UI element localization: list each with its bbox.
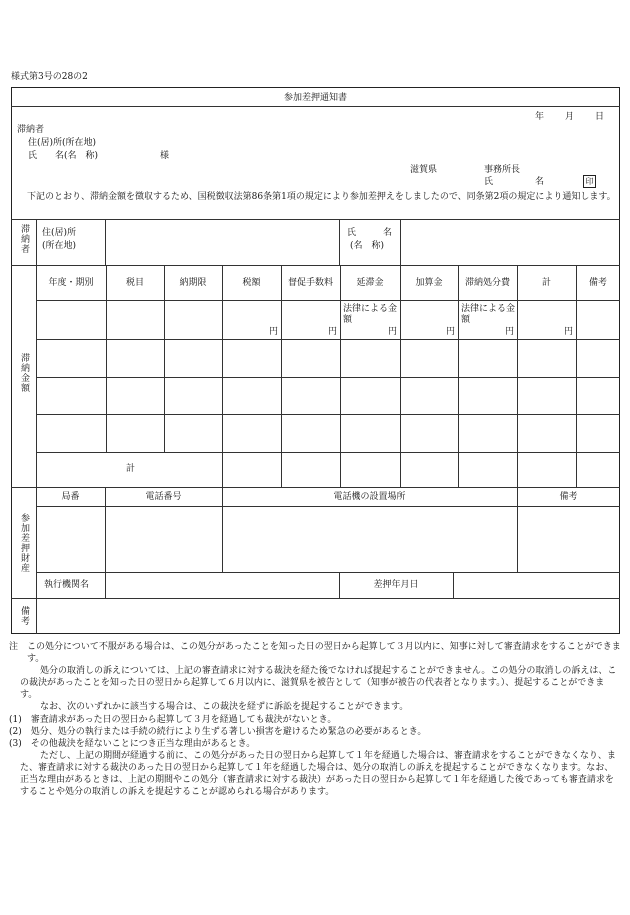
addressee-label: 滞納者 bbox=[17, 125, 45, 135]
note-item bbox=[9, 714, 621, 726]
grid-line bbox=[11, 598, 620, 599]
grid-line bbox=[105, 487, 106, 598]
note-item bbox=[9, 738, 621, 750]
note-item-text: 審査請求があった日の翌日から起算して３月を経過しても裁決がないとき。 bbox=[30, 714, 337, 725]
grid-line bbox=[164, 265, 165, 452]
note-p3: なお、次のいずれかに該当する場合は、この裁決を経ずに訴訟を提起することができます。 bbox=[40, 702, 409, 713]
grid-line bbox=[11, 265, 620, 266]
seizure-date-label: 差押年月日 bbox=[373, 580, 419, 590]
note-item-num: (2) bbox=[9, 726, 22, 737]
grid-line bbox=[36, 452, 620, 453]
amount-header: 備考 bbox=[588, 278, 607, 288]
grid-line bbox=[339, 219, 340, 265]
grid-line bbox=[400, 219, 401, 265]
note-lead: 注 bbox=[9, 642, 19, 652]
amount-header: 税額 bbox=[242, 278, 261, 288]
note-p2: 処分の取消しの訴えについては、上記の審査請求に対する裁決を経た後でなければ提起することができません。この処分の取消しの訴えは、この裁決があったことを知った日の翌日から起算して６月以内に、滋賀県を被告として（知事が被告の代表者となります。）、提起することができます。 bbox=[20, 666, 617, 701]
grid-line bbox=[281, 265, 282, 487]
note-p1: この処分について不服がある場合は、この処分があったことを知った日の翌日から起算して３月以内に、知事に対して審査請求をすることができます。 bbox=[27, 642, 621, 665]
law-amount-note: 法律による金額 bbox=[461, 304, 516, 325]
note-item-text: 処分、処分の執行または手続の続行により生ずる著しい損害を避けるため緊急の必要があるとき。 bbox=[30, 726, 427, 737]
issuer-office: 事務所長 bbox=[484, 165, 521, 175]
grid-line bbox=[576, 265, 577, 487]
amount-total-label: 計 bbox=[126, 464, 136, 474]
grid-line bbox=[105, 219, 106, 265]
section-label-amount: 滞納金額 bbox=[19, 353, 29, 393]
section-label-remarks: 備考 bbox=[19, 606, 29, 626]
notes-block bbox=[9, 641, 621, 798]
yen-mark: 円 bbox=[269, 327, 279, 337]
property-header: 電話番号 bbox=[145, 492, 182, 502]
grid-line bbox=[11, 219, 620, 220]
note-p4: ただし、上記の期間が経過する前に、この処分があった日の翌日から起算して１年を経過した場合は、審査請求をすることができなくなり、また、審査請求に対する裁決のあった日の翌日から起算して１年を経過した場合は、処分の取消しの訴えを提起することができなくなります。なお、正当な理由があるときは、上記の期間やこの処分（審査請求に対する裁決）があった日の翌日から起算して１年を経過した後であっても審査請求をすることや処分の取消しの訴えを提起することが認められる場合があります。 bbox=[20, 750, 616, 798]
amount-header: 加算金 bbox=[415, 278, 443, 288]
addressee-name: 氏 名(名 称) bbox=[28, 151, 99, 161]
issuer-name-1: 氏 bbox=[484, 177, 494, 187]
addressee-address: 住(居)所(所在地) bbox=[28, 138, 97, 148]
grid-line bbox=[222, 265, 223, 487]
seal-stamp: 印 bbox=[583, 175, 596, 188]
grid-line bbox=[453, 572, 454, 598]
grid-line bbox=[36, 377, 620, 378]
amount-header: 年度・期別 bbox=[48, 278, 94, 288]
addressee-honorific: 様 bbox=[160, 151, 170, 161]
taxpayer-address-sublabel: (所在地) bbox=[42, 241, 77, 251]
amount-header: 計 bbox=[541, 278, 551, 288]
taxpayer-name-sublabel: (名 称) bbox=[350, 241, 385, 251]
grid-line bbox=[106, 265, 107, 452]
amount-header: 税目 bbox=[125, 278, 144, 288]
date-day: 日 bbox=[595, 112, 605, 122]
grid-line bbox=[400, 265, 401, 487]
taxpayer-address-label: 住(居)所 bbox=[42, 228, 77, 238]
property-header: 局番 bbox=[61, 492, 80, 502]
section-label-taxpayer: 滞納者 bbox=[19, 224, 29, 254]
grid-line bbox=[36, 414, 620, 415]
note-item-text: その他裁決を経ないことにつき正当な理由があるとき。 bbox=[30, 738, 256, 749]
yen-mark: 円 bbox=[564, 327, 574, 337]
grid-line bbox=[517, 265, 518, 487]
grid-line bbox=[36, 300, 620, 301]
date-month: 月 bbox=[565, 112, 575, 122]
form-frame bbox=[11, 87, 620, 634]
yen-mark: 円 bbox=[505, 327, 515, 337]
section-label-property: 参加差押財産 bbox=[19, 513, 29, 573]
issuer-name-2: 名 bbox=[535, 177, 545, 187]
amount-header: 納期限 bbox=[179, 278, 207, 288]
grid-line bbox=[36, 339, 620, 340]
amount-header: 延滞金 bbox=[356, 278, 384, 288]
form-number: 様式第3号の28の2 bbox=[11, 72, 88, 82]
grid-line bbox=[458, 265, 459, 487]
grid-line bbox=[36, 506, 620, 507]
property-header: 備考 bbox=[559, 492, 578, 502]
form-title: 参加差押通知書 bbox=[283, 93, 347, 103]
amount-header: 督促手数料 bbox=[287, 278, 333, 288]
property-header: 電話機の設置場所 bbox=[333, 492, 406, 502]
title-divider bbox=[11, 106, 620, 107]
yen-mark: 円 bbox=[446, 327, 456, 337]
note-paragraph bbox=[9, 641, 621, 665]
intro-text: 下記のとおり、滞納金額を徴収するため、国税徴収法第86条第1項の規定により参加差押えをしましたので、同条第2項の規定により通知します。 bbox=[27, 192, 616, 202]
amount-header: 滞納処分費 bbox=[464, 278, 510, 288]
grid-line bbox=[36, 572, 620, 573]
note-item bbox=[9, 726, 621, 738]
agency-label: 執行機関名 bbox=[44, 580, 90, 590]
taxpayer-name-label: 氏 名 bbox=[347, 228, 393, 238]
grid-line bbox=[11, 487, 620, 488]
grid-line bbox=[340, 265, 341, 487]
note-item-num: (1) bbox=[9, 714, 22, 725]
law-amount-note: 法律による金額 bbox=[343, 304, 398, 325]
note-item-num: (3) bbox=[9, 738, 22, 749]
date-year: 年 bbox=[535, 112, 545, 122]
yen-mark: 円 bbox=[388, 327, 398, 337]
yen-mark: 円 bbox=[328, 327, 338, 337]
issuer-prefecture: 滋賀県 bbox=[410, 165, 438, 175]
